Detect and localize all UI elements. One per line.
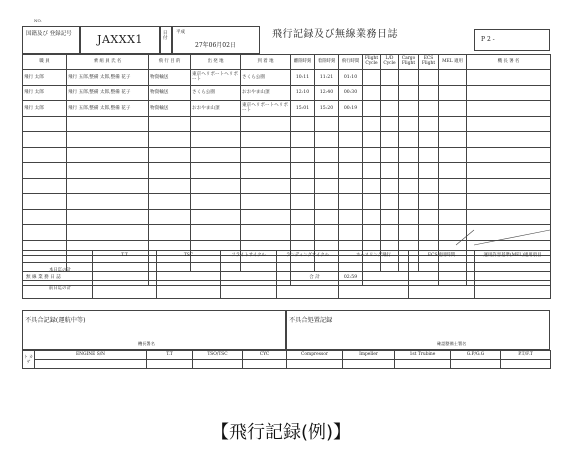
log-cell: おおやま山頂 bbox=[191, 101, 241, 117]
component-data-row bbox=[287, 360, 551, 369]
summary-cell bbox=[475, 263, 551, 281]
cumulative-summary-table bbox=[22, 250, 551, 299]
log-cell: 飛行 五郎,整備 太郎,整備 花子 bbox=[67, 85, 149, 101]
summary-cell bbox=[409, 281, 475, 299]
column-header: 到 着 地 bbox=[241, 55, 291, 70]
summary-cell bbox=[339, 263, 409, 281]
form-title: 飛行記録及び無線業務日誌 bbox=[272, 29, 398, 40]
defect-title: 不具合記録(運航中等) bbox=[25, 317, 86, 324]
log-cell: 飛行 太郎 bbox=[23, 101, 67, 117]
log-cell: 15:20 bbox=[315, 101, 339, 117]
figure-caption: 【飛行記録(例)】 bbox=[210, 422, 352, 443]
engine-header: TSO/TSC bbox=[193, 351, 243, 360]
summary-corner bbox=[23, 251, 93, 263]
column-header: Flight Cycle bbox=[363, 55, 381, 70]
column-header: Cargo Flight bbox=[399, 55, 419, 70]
log-cell: おおやま山頂 bbox=[241, 85, 291, 101]
defect-box bbox=[22, 310, 286, 350]
radio-log-label: 無 線 業 務 日 誌 bbox=[23, 271, 149, 285]
correction-title: 不具合処置記録 bbox=[289, 317, 333, 324]
component-header: Compressor bbox=[287, 351, 343, 360]
log-cell: 飛行 五郎,整備 太郎,整備 花子 bbox=[67, 101, 149, 117]
log-cell: 00:19 bbox=[339, 101, 363, 117]
column-header: 飛行時間 bbox=[339, 55, 363, 70]
form-number: NO. bbox=[34, 18, 42, 23]
summary-cell bbox=[409, 263, 475, 281]
column-header: 離陸時刻 bbox=[291, 55, 315, 70]
component-header: P.T/F.T bbox=[501, 351, 551, 360]
summary-row-label: 前日迄の計 bbox=[23, 281, 93, 299]
column-header: ECS Flight bbox=[419, 55, 439, 70]
date-label: 日 付 bbox=[160, 26, 172, 54]
log-cell: 物資輸送 bbox=[149, 70, 191, 86]
column-header: 機 長 署 名 bbox=[467, 55, 551, 70]
log-cell: 東京ヘリポートヘリポート bbox=[191, 70, 241, 86]
log-cell: 11:21 bbox=[315, 70, 339, 86]
page-number: P 2 - bbox=[474, 29, 550, 51]
summary-cell bbox=[475, 281, 551, 299]
component-header: G.P/G.G bbox=[451, 351, 501, 360]
engine-cell bbox=[147, 360, 193, 369]
log-cell: 15:01 bbox=[291, 101, 315, 117]
component-header-row bbox=[287, 351, 551, 360]
summary-cell bbox=[93, 263, 157, 281]
log-cell: 12:10 bbox=[291, 85, 315, 101]
engine-table bbox=[22, 350, 287, 369]
log-cell: 飛行 五郎,整備 太郎,整備 花子 bbox=[67, 70, 149, 86]
log-cell: 12:40 bbox=[315, 85, 339, 101]
summary-header: TSC bbox=[157, 251, 221, 263]
summary-header: フライトサイクル bbox=[221, 251, 277, 263]
summary-cell bbox=[157, 263, 221, 281]
component-header: Impeller bbox=[343, 351, 395, 360]
summary-cell bbox=[93, 281, 157, 299]
component-cell bbox=[343, 360, 395, 369]
engine-header: CYC bbox=[243, 351, 287, 360]
date-era: 平成 bbox=[176, 30, 185, 35]
mechanic-sign-label: 確認整備士署名 bbox=[437, 341, 467, 346]
captain-sign-label: 機長署名 bbox=[138, 341, 155, 346]
summary-cell bbox=[157, 281, 221, 299]
column-header: 乗 組 員 氏 名 bbox=[67, 55, 149, 70]
log-cell: 東京ヘリポートヘリポート bbox=[241, 101, 291, 117]
summary-row bbox=[23, 263, 551, 281]
component-header: 1st Trubine bbox=[395, 351, 451, 360]
summary-cell bbox=[277, 263, 339, 281]
correction-box bbox=[286, 310, 550, 350]
column-header: MEL 適用 bbox=[439, 55, 467, 70]
flight-log-form bbox=[22, 18, 550, 370]
component-cell bbox=[287, 360, 343, 369]
engine-cell bbox=[35, 360, 147, 369]
column-header: 出 発 地 bbox=[191, 55, 241, 70]
summary-cell bbox=[221, 281, 277, 299]
summary-row-label: 本日迄の計 bbox=[23, 263, 93, 281]
component-cell bbox=[451, 360, 501, 369]
component-cell bbox=[395, 360, 451, 369]
side-label: ト カ ゲ bbox=[23, 351, 35, 369]
log-cell: 01:10 bbox=[339, 70, 363, 86]
total-label: 合 計 bbox=[291, 271, 339, 285]
log-cell: 飛行 太郎 bbox=[23, 85, 67, 101]
component-cell bbox=[501, 360, 551, 369]
engine-header: ENGINE S/N bbox=[35, 351, 147, 360]
summary-header: ホースリング飛行 bbox=[339, 251, 409, 263]
log-cell: 物資輸送 bbox=[149, 101, 191, 117]
log-cell: 飛行 太郎 bbox=[23, 70, 67, 86]
log-cell: 物資輸送 bbox=[149, 85, 191, 101]
summary-header-row bbox=[23, 251, 551, 263]
summary-header: 運用許容基準(MEL)適用項目 bbox=[475, 251, 551, 263]
registration-label: 国籍及び 登録記号 bbox=[22, 26, 80, 54]
diagonal-line bbox=[456, 230, 474, 245]
total-time: 02:59 bbox=[339, 271, 363, 285]
diagonal-line bbox=[474, 230, 550, 245]
log-cell: 10:11 bbox=[291, 70, 315, 86]
column-header: 飛 行 目 的 bbox=[149, 55, 191, 70]
defect-records bbox=[22, 310, 550, 370]
column-header: L/D Cycle bbox=[381, 55, 399, 70]
engine-header-row bbox=[23, 351, 287, 360]
registration-number: JAXXX1 bbox=[80, 26, 160, 54]
summary-header: ECS使用時間 bbox=[409, 251, 475, 263]
summary-cell bbox=[221, 263, 277, 281]
log-cell: さくら公園 bbox=[191, 85, 241, 101]
date-value: 27年06月02日 bbox=[195, 42, 236, 49]
summary-cell bbox=[277, 281, 339, 299]
log-cell: 00:30 bbox=[339, 85, 363, 101]
summary-header: T.T bbox=[93, 251, 157, 263]
summary-cell bbox=[339, 281, 409, 299]
engine-cell bbox=[193, 360, 243, 369]
column-header: 職 員 bbox=[23, 55, 67, 70]
summary-row bbox=[23, 281, 551, 299]
component-table bbox=[286, 350, 551, 369]
summary-header: ランディングサイクル bbox=[277, 251, 339, 263]
engine-cell bbox=[243, 360, 287, 369]
column-header: 着陸時刻 bbox=[315, 55, 339, 70]
engine-header: T.T bbox=[147, 351, 193, 360]
engine-data-row bbox=[23, 360, 287, 369]
total-diagonal-lines bbox=[22, 26, 550, 256]
log-cell: さくら公園 bbox=[241, 70, 291, 86]
